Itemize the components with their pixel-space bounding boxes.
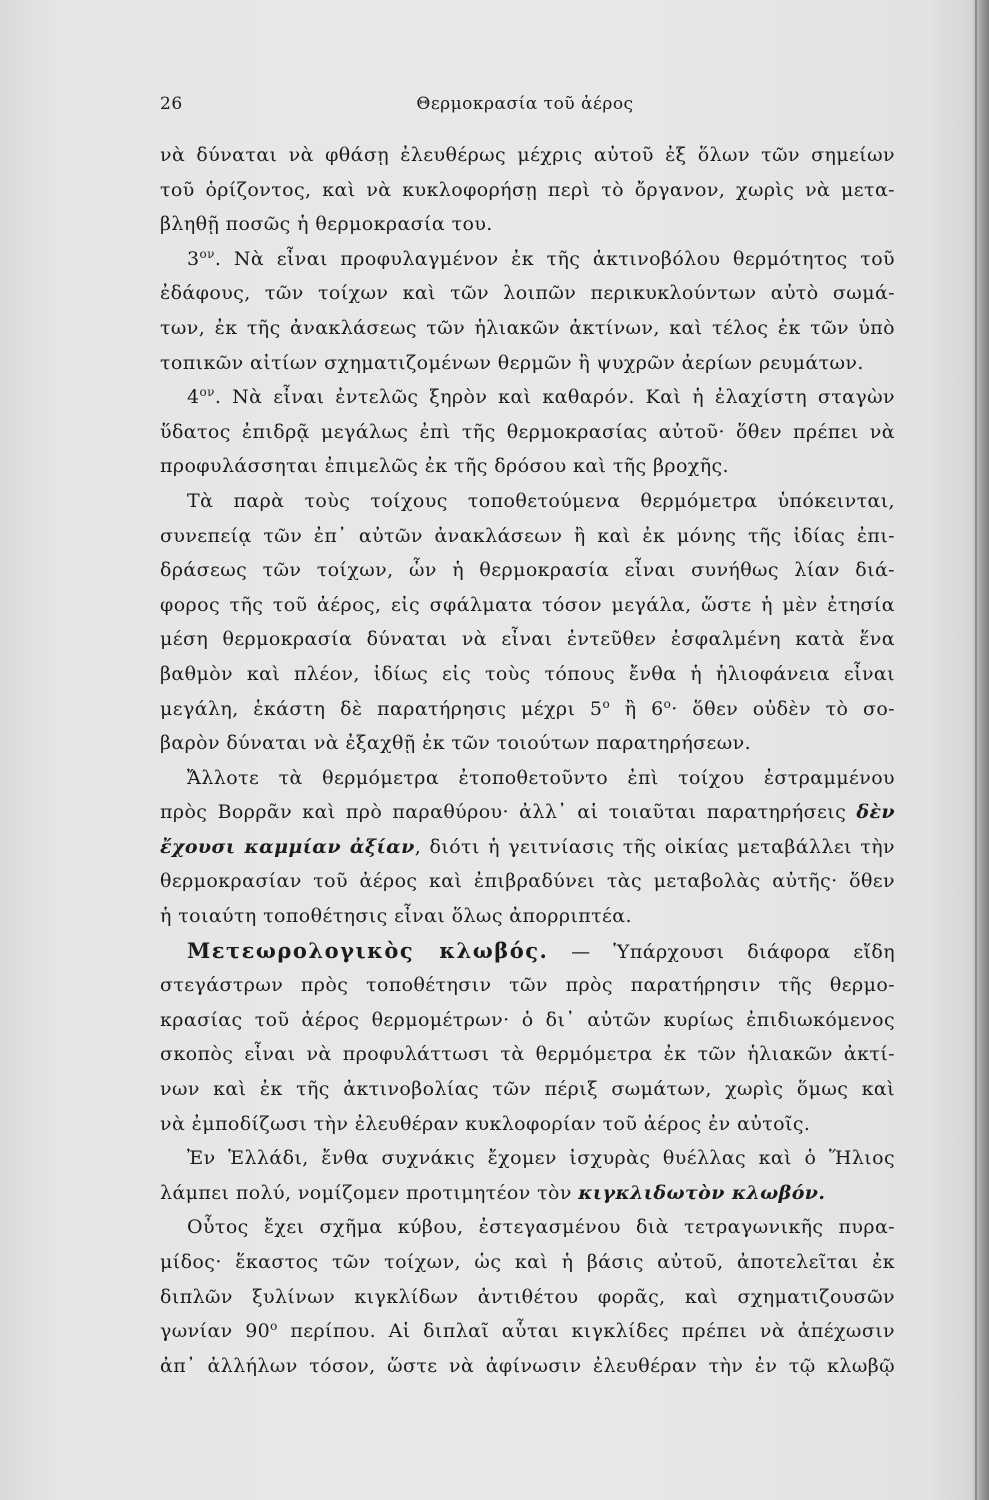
text-line: τοπικῶν αἰτίων σχηματιζομένων θερμῶν ἢ ψυχρῶν ἀερίων ρευμάτων. [160, 351, 864, 374]
superscript: ο [270, 1319, 278, 1334]
text-line: στεγάστρων πρὸς τοποθέτησιν τῶν πρὸς παρατήρησιν τῆς θερμο- [160, 974, 895, 997]
line-segment: , διότι ἡ γειτνίασις τῆς οἰκίας μεταβάλλει τὴν [414, 835, 895, 858]
line-segment: . Νὰ εἶναι ἐντελῶς ξηρὸν καὶ καθαρόν. Καὶ ἡ ἐλαχίστη σταγὼν [214, 386, 895, 409]
text-line: Ἄλλοτε τὰ θερμόμετρα ἐτοποθετοῦντο ἐπὶ τοίχου ἐστραμμένου [187, 766, 895, 789]
line-segment: μεγάλη, ἑκάστη δὲ παρατήρησις μέχρι 5 [160, 697, 603, 720]
text-line: ἀπ᾽ ἀλλήλων τόσον, ὥστε νὰ ἀφίνωσιν ἐλευθέραν τὴν ἐν τῷ κλωβῷ [160, 1354, 895, 1377]
emphasis-text: ἔχουσι καμμίαν ἀξίαν [160, 835, 415, 858]
text-line: των, ἐκ τῆς ἀνακλάσεως τῶν ἡλιακῶν ἀκτίνων, καὶ τέλος ἐκ τῶν ὑπὸ [160, 316, 895, 339]
superscript: ο [602, 696, 611, 711]
text-line: νων καὶ ἐκ τῆς ἀκτινοβολίας τῶν πέριξ σωμάτων, χωρὶς ὅμως καὶ [160, 1078, 895, 1101]
text-line [160, 380, 895, 415]
text-line: προφυλάσσηται ἐπιμελῶς ἐκ τῆς δρόσου καὶ τῆς βροχῆς. [160, 455, 729, 478]
text-line [160, 795, 895, 830]
text-line: διπλῶν ξυλίνων κιγκλίδων ἀντιθέτου φορᾶς, καὶ σχηματιζουσῶν [160, 1285, 895, 1308]
text-line: νὰ ἐμποδίζωσι τὴν ἐλευθέραν κυκλοφορίαν τοῦ ἀέρος ἐν αὐτοῖς. [160, 1112, 811, 1135]
text-line: Τὰ παρὰ τοὺς τοίχους τοποθετούμενα θερμόμετρα ὑπόκεινται, [187, 489, 895, 512]
text-line: συνεπείᾳ τῶν ἐπ᾽ αὐτῶν ἀνακλάσεων ἢ καὶ ἐκ μόνης τῆς ἰδίας ἐπι- [160, 524, 895, 547]
text-line: μίδος· ἕκαστος τῶν τοίχων, ὡς καὶ ἡ βάσις αὐτοῦ, ἀποτελεῖται ἐκ [160, 1251, 895, 1273]
running-title: Θερμοκρασία τοῦ ἀέρος [416, 94, 634, 114]
text-line: φορος τῆς τοῦ ἀέρος, εἰς σφάλματα τόσον μεγάλα, ὥστε ἡ μὲν ἐτησία [160, 593, 895, 616]
text-line: βαρὸν δύναται νὰ ἐξαχθῇ ἐκ τῶν τοιούτων παρατηρήσεων. [160, 732, 752, 755]
text-line [160, 692, 895, 727]
line-segment: λάμπει πολύ, νομίζομεν προτιμητέον τὸν [160, 1181, 579, 1204]
superscript: ον [199, 385, 215, 400]
line-segment: 4 [187, 386, 200, 409]
text-line: κρασίας τοῦ ἀέρος θερμομέτρων· ὁ δι᾽ αὐτῶν κυρίως ἐπιδιωκόμενος [160, 1008, 895, 1031]
line-segment: · ὅθεν οὐδὲν τὸ σο- [671, 697, 895, 720]
text-line: τοῦ ὁρίζοντος, καὶ νὰ κυκλοφορήσῃ περὶ τὸ ὄργανον, χωρὶς νὰ μετα- [160, 178, 895, 201]
line-segment: ἢ 6 [610, 697, 664, 720]
line-segment: περίπου. Αἱ διπλαῖ αὗται κιγκλίδες πρέπει νὰ ἀπέχωσιν [277, 1320, 895, 1343]
text-line: βληθῇ ποσῶς ἡ θερμοκρασία του. [160, 213, 493, 236]
text-line: ὕδατος ἐπιδρᾷ μεγάλως ἐπὶ τῆς θερμοκρασίας αὐτοῦ· ὅθεν πρέπει νὰ [160, 420, 895, 443]
page-binding-line [975, 0, 977, 1500]
section-heading: Μετεωρολογικὸς κλωβός. [187, 937, 549, 963]
text-line [160, 830, 895, 865]
text-line: μέση θερμοκρασία δύναται νὰ εἶναι ἐντεῦθεν ἐσφαλμένη κατὰ ἕνα [160, 628, 895, 651]
text-line: δράσεως τῶν τοίχων, ὧν ἡ θερμοκρασία εἶναι συνήθως λίαν διά- [160, 559, 895, 582]
text-line: νὰ δύναται νὰ φθάσῃ ἐλευθέρως μέχρις αὐτοῦ ἐξ ὅλων τῶν σημείων [160, 144, 895, 166]
running-header [160, 94, 890, 120]
text-line: Ἐν Ἑλλάδι, ἔνθα συχνάκις ἔχομεν ἰσχυρὰς θυέλλας καὶ ὁ Ἥλιος [187, 1147, 895, 1170]
superscript: ο [663, 696, 672, 711]
text-line: ἡ τοιαύτη τοποθέτησις εἶναι ὅλως ἀπορριπτέα. [160, 905, 632, 928]
superscript: ον [199, 246, 215, 261]
body-text [160, 138, 895, 1383]
text-line: βαθμὸν καὶ πλέον, ἰδίως εἰς τοὺς τόπους ἔνθα ἡ ἡλιοφάνεια εἶναι [160, 662, 895, 685]
emphasis-text: δὲν [856, 801, 895, 824]
text-line: ἐδάφους, τῶν τοίχων καὶ τῶν λοιπῶν περικυκλούντων αὐτὸ σωμά- [160, 282, 895, 305]
text-line: θερμοκρασίαν τοῦ ἀέρος καὶ ἐπιβραδύνει τὰς μεταβολὰς αὐτῆς· ὅθεν [160, 870, 895, 893]
line-segment: γωνίαν 90 [160, 1320, 271, 1343]
line-segment: — Ὑπάρχουσι διάφορα εἴδη [548, 940, 895, 963]
text-line [160, 1176, 895, 1211]
line-segment: 3 [187, 247, 200, 270]
line-segment: . Νὰ εἶναι προφυλαγμένον ἐκ τῆς ἀκτινοβόλου θερμότητος τοῦ [214, 247, 895, 270]
text-line [160, 1314, 895, 1349]
line-segment: πρὸς Βορρᾶν καὶ πρὸ παραθύρου· ἀλλ᾽ αἱ τοιαῦται παρατηρήσεις [160, 801, 857, 824]
emphasis-text: κιγκλιδωτὸν κλωβόν. [578, 1181, 826, 1204]
text-line [160, 242, 895, 277]
page-number: 26 [160, 94, 183, 114]
text-line [160, 934, 895, 969]
text-line: Οὗτος ἔχει σχῆμα κύβου, ἐστεγασμένου διὰ τετραγωνικῆς πυρα- [187, 1216, 895, 1239]
text-line: σκοπὸς εἶναι νὰ προφυλάττωσι τὰ θερμόμετρα ἐκ τῶν ἡλιακῶν ἀκτί- [160, 1043, 895, 1066]
